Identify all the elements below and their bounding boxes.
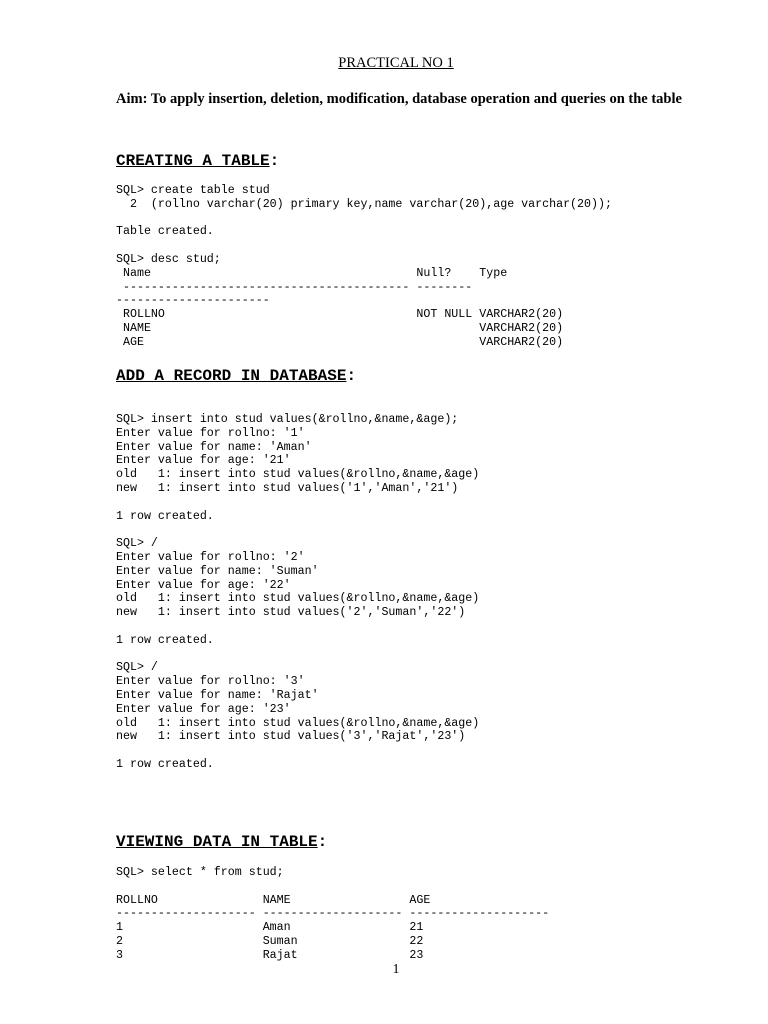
code-line: old 1: insert into stud values(&rollno,&name,&age): [116, 592, 480, 606]
code-line: 1 row created.: [116, 509, 214, 523]
code-line: SQL> desc stud;: [116, 252, 221, 266]
code-line: Enter value for name: 'Suman': [116, 564, 319, 578]
code-line: SQL> insert into stud values(&rollno,&name,&age);: [116, 413, 459, 426]
code-line: SQL> /: [116, 537, 158, 551]
section-heading-create: [116, 152, 279, 170]
code-line: NAME VARCHAR2(20): [116, 321, 564, 335]
section-heading-view: [116, 833, 327, 851]
blank-line: [116, 496, 479, 510]
blank-line: [116, 648, 479, 662]
code-line: 1 Aman 21: [116, 921, 424, 935]
code-line: new 1: insert into stud values('1','Aman','21'): [116, 481, 459, 495]
code-line: Enter value for age: '22': [116, 578, 291, 592]
code-line: Enter value for name: 'Rajat': [116, 688, 319, 702]
code-line: 2 (rollno varchar(20) primary key,name varchar(20),age varchar(20));: [116, 197, 612, 211]
code-line: 1 row created.: [116, 633, 214, 647]
select-output-code-block: [116, 866, 549, 963]
code-line: new 1: insert into stud values('2','Suman','22'): [116, 606, 466, 620]
code-line: Enter value for rollno: '1': [116, 426, 305, 440]
code-line: ----------------------------------------- --------: [116, 280, 473, 294]
code-line: 1 row created.: [116, 757, 214, 771]
code-line: 2 Suman 22: [116, 934, 424, 948]
code-line: 3 Rajat 23: [116, 948, 424, 962]
code-line: SQL> /: [116, 661, 158, 675]
heading-text: ADD A RECORD IN DATABASE: [116, 367, 347, 385]
code-line: new 1: insert into stud values('3','Rajat','23'): [116, 730, 466, 744]
create-table-code-block: [116, 184, 612, 350]
code-line: ----------------------: [116, 294, 270, 308]
page-title: PRACTICAL NO 1: [338, 55, 454, 71]
code-line: Enter value for name: 'Aman': [116, 440, 312, 454]
code-line: Table created.: [116, 225, 214, 239]
heading-text: CREATING A TABLE: [116, 152, 270, 170]
code-line: AGE VARCHAR2(20): [116, 335, 564, 349]
code-line: ROLLNO NOT NULL VARCHAR2(20): [116, 308, 564, 322]
heading-text: VIEWING DATA IN TABLE: [116, 833, 318, 851]
code-line: Name Null? Type: [116, 266, 508, 280]
page-number: 1: [392, 962, 400, 977]
blank-line: [116, 620, 479, 634]
code-line: ROLLNO NAME AGE: [116, 893, 431, 907]
insert-records-code-block: [116, 413, 479, 772]
code-line: Enter value for age: '23': [116, 702, 291, 716]
blank-line: [116, 880, 549, 894]
blank-line: [116, 239, 612, 253]
section-heading-add: [116, 367, 356, 385]
blank-line: [116, 523, 479, 537]
heading-colon: :: [269, 152, 280, 170]
code-line: SQL> select * from stud;: [116, 866, 284, 879]
code-line: old 1: insert into stud values(&rollno,&name,&age): [116, 716, 480, 730]
code-line: Enter value for age: '21': [116, 454, 291, 468]
heading-colon: :: [317, 833, 328, 851]
code-line: -------------------- -------------------- --------------------: [116, 907, 550, 921]
heading-colon: :: [346, 367, 357, 385]
code-line: SQL> create table stud: [116, 184, 270, 197]
blank-line: [116, 212, 612, 226]
code-line: old 1: insert into stud values(&rollno,&name,&age): [116, 468, 480, 482]
blank-line: [116, 744, 479, 758]
aim-statement: Aim: To apply insertion, deletion, modification, database operation and queries on the table: [116, 91, 682, 107]
code-line: Enter value for rollno: '3': [116, 675, 305, 689]
code-line: Enter value for rollno: '2': [116, 550, 305, 564]
